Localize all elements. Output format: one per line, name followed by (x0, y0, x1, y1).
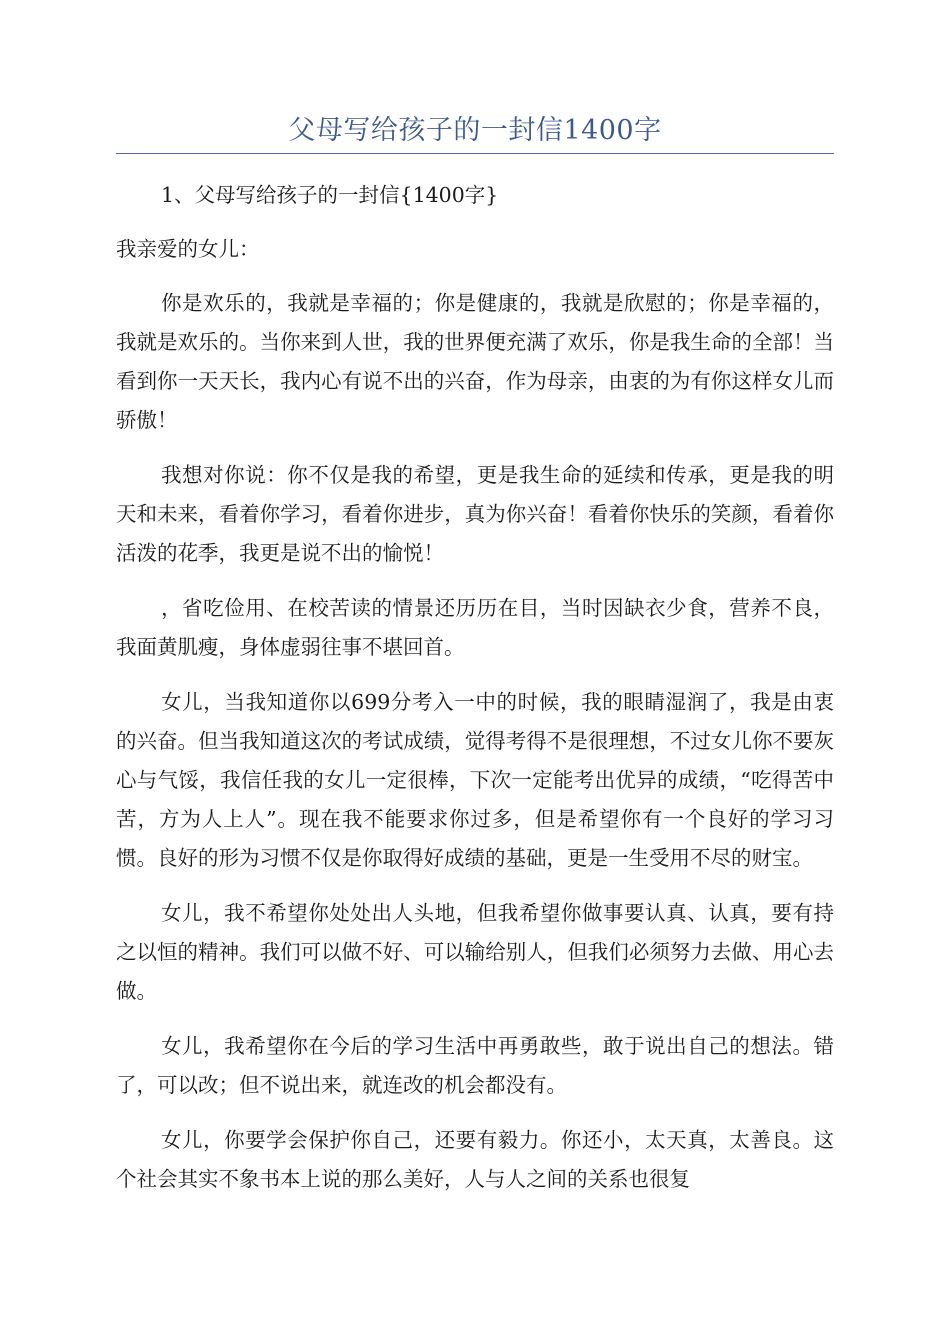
paragraph: 女儿，我不希望你处处出人头地，但我希望你做事要认真、认真，要有持之以恒的精神。我们可以做不好、可以输给别人，但我们必须努力去做、用心去做。 (116, 901, 834, 1003)
salutation: 我亲爱的女儿： (116, 237, 260, 261)
paragraph: 我想对你说：你不仅是我的希望，更是我生命的延续和传承，更是我的明天和未来，看着你学习，看着你进步，真为你兴奋！看着你快乐的笑颜，看着你活泼的花季，我更是说不出的愉悦！ (116, 463, 834, 565)
document-title: 父母写给孩子的一封信1400字 (288, 115, 662, 146)
paragraph: 你是欢乐的，我就是幸福的；你是健康的，我就是欣慰的；你是幸福的，我就是欢乐的。当你来到人世，我的世界便充满了欢乐，你是我生命的全部！当看到你一天天长，我内心有说不出的兴奋，作为母亲，由衷的为有你这样女儿而骄傲！ (116, 291, 834, 432)
title-underline (116, 153, 834, 154)
section-heading: 1、父母写给孩子的一封信{1400字} (161, 183, 499, 207)
paragraph: ，省吃俭用、在校苦读的情景还历历在目，当时因缺衣少食，营养不良，我面黄肌瘦，身体虚弱往事不堪回首。 (116, 596, 834, 659)
paragraph: 女儿，当我知道你以699分考入一中的时候，我的眼睛湿润了，我是由衷的兴奋。但当我知道这次的考试成绩，觉得考得不是很理想，不过女儿你不要灰心与气馁，我信任我的女儿一定很棒，下次一定能考出优异的成绩，“吃得苦中苦，方为人上人”。现在我不能要求你过多，但是希望你有一个良好的学习习惯。良好的形为习惯不仅是你取得好成绩的基础，更是一生受用不尽的财宝。 (116, 690, 834, 870)
paragraph: 女儿，我希望你在今后的学习生活中再勇敢些，敢于说出自己的想法。错了，可以改；但不说出来，就连改的机会都没有。 (116, 1034, 834, 1097)
document-body (116, 176, 834, 1199)
paragraph: 女儿，你要学会保护你自己，还要有毅力。你还小，太天真，太善良。这个社会其实不象书本上说的那么美好，人与人之间的关系也很复 (116, 1128, 834, 1191)
